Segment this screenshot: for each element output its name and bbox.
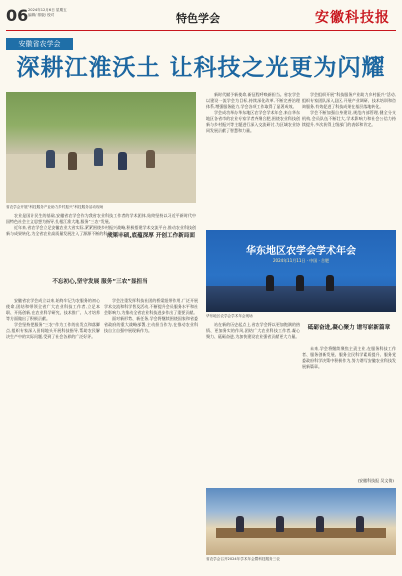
issue-meta [28, 8, 67, 18]
article-column-4 [206, 322, 300, 482]
photo1-caption: 省农学会开展“科技服务产业助力乡村振兴”科技服务活动现场 [6, 205, 104, 209]
subhead-3: 砥砺奋进,凝心聚力 谱写崭新篇章 [307, 325, 391, 331]
article-headline: 深耕江淮沃土 让科技之光更为闪耀 [16, 55, 386, 81]
paragraph: 安徽省农学会成立以来,始终牢记为农服务的初心使命,团结和带领全省广大农业科技工作者,立足本职、开拓创新,在农业科学研究、技术推广、人才培养等方面做出了积极贡献。 [6, 298, 100, 321]
banner-subtitle: 2024年11月11日 · 中国 · 合肥 [273, 258, 329, 263]
meeting-photo [206, 488, 396, 555]
photo-person [146, 150, 155, 168]
subhead-2: 成果丰硕,底蕴深厚 开创工作新局面 [107, 233, 195, 239]
paragraph: 学会坚持把服务“三农”作为工作的出发点和落脚点,组织专家深入田间地头开展科技指导,帮助农民解决生产中的实际问题,受到了社会各界的广泛好评。 [6, 322, 100, 339]
photo-person [326, 275, 334, 291]
page-header [6, 6, 396, 28]
paragraph: 学会注重发挥科技社团的桥梁纽带作用,广泛开展学术交流和科学普及活动,不断提升会员服务水平和社会影响力,为推动全省农业科技进步作出了重要贡献。 [104, 298, 198, 315]
photo2-caption: 华东地区农学会学术年会现场 [206, 314, 253, 318]
masthead-logo: 安徽科技报 [315, 10, 390, 26]
photo-person [236, 516, 244, 532]
article-column-3b [302, 92, 396, 222]
paragraph: 农业是国计民生的基础,安徽省农学会作为我省农业科技工作者的学术团体,始终坚持以习近平新时代中国特色社会主义思想为指导,扎根江淮大地,服务“三农”发展。 [6, 213, 196, 224]
photo-person [356, 516, 364, 532]
photo-person [316, 516, 324, 532]
paragraph: 近年来,省农学会立足安徽农业大省实际,紧紧围绕乡村振兴战略,积极搭建学术交流平台,推动农业科技创新与成果转化,为全省农业高质量发展注入了源源不断的科技动力。 [6, 225, 196, 236]
photo-person [276, 516, 284, 532]
field-activity-photo [6, 92, 196, 203]
photo-person [46, 150, 55, 168]
photo3-caption: 省农学会召开2024年学术年会暨科技服务三农 [206, 557, 280, 561]
paragraph: 站在新的历史起点上,省农学会将以更加饱满的热情、更加务实的作风,团结广大农业科技工作者,凝心聚力、砥砺奋进,为加快建设农业强省贡献更大力量。 [206, 322, 300, 339]
article-column-4b [302, 346, 396, 482]
section-title: 特色学会 [176, 12, 220, 25]
paragraph: 学会组织开展“科技服务产业助力乡村振兴”活动,组织专家团队深入县区,开展产业调研、技术培训和咨询服务,有效促进了科技成果在基层落地转化。 [302, 92, 396, 109]
article-column-3 [206, 92, 300, 222]
photo-person [296, 275, 304, 291]
paragraph: 学会不断加强自身建设,规范内部管理,健全分支机构,会员队伍不断壮大,学术影响力和社会公信力持续提升,多次获得上级部门的表彰和肯定。 [302, 110, 396, 127]
header-rule [6, 30, 396, 31]
paragraph: 新时代赋予新使命,新征程呼唤新担当。省农学会以建设一流学会为目标,持续深化改革,不断完善治理体系,增强服务能力,学会各项工作取得了显著成效。 [206, 92, 300, 109]
photo-person [68, 152, 77, 170]
photo-person [118, 152, 127, 170]
paragraph: 面对新形势、新任务,学会将继续围绕国家和省委省政府的重大战略部署,主动担当作为,在推动农业科技自立自强中展现新作为。 [104, 316, 198, 333]
paragraph: 学会成功举办华东地区农学会学术年会,来自华东地区各省市的农业专家学者齐聚合肥,围绕农业科技创新与乡村振兴等主题进行深入交流研讨,为区域农业协同发展贡献了智慧和力量。 [206, 110, 300, 133]
article-column-2b [104, 298, 198, 560]
issue-date: 2024年12月6日 星期五 [28, 8, 67, 12]
article-eyebrow: 安徽省农学会 [6, 38, 73, 50]
issue-editors: 编辑/ 排版/ 校对 [28, 13, 55, 17]
photo-person [94, 148, 103, 166]
article-column-1 [6, 213, 196, 273]
subhead-1: 不忘初心,坚守发展 服务“三农”显担当 [52, 279, 148, 285]
paragraph: 未来,学会将继续聚焦主责主业,在服务科技工作者、服务创新发展、服务全民科学素质提升、服务党委政府科学决策中积极作为,努力谱写安徽农业科技发展新篇章。 [302, 346, 396, 369]
photo-person [266, 275, 274, 291]
banner-title: 华东地区农学会学术年会 [246, 246, 356, 257]
conference-banner-photo [206, 230, 396, 312]
page-number: 06 [6, 6, 29, 25]
article-column-2 [6, 298, 100, 560]
article-author: (安徽科技报 吴文倩) [357, 478, 394, 483]
